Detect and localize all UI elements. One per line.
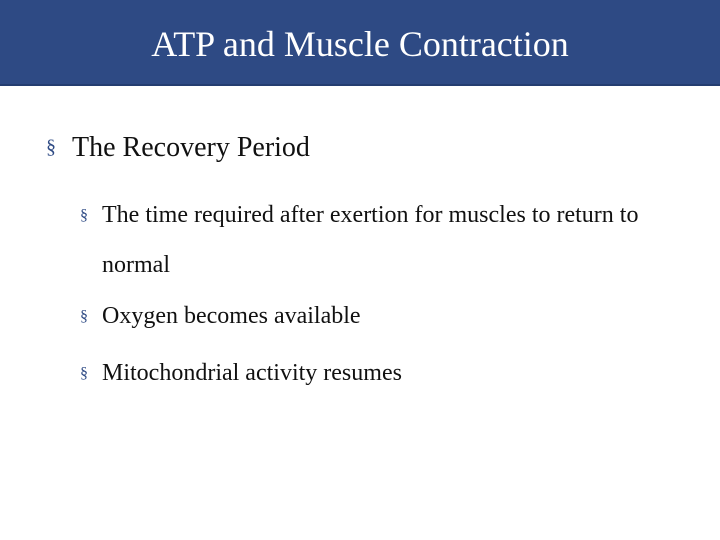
main-bullet — [46, 130, 310, 168]
sub-bullet-1-text: The time required after exertion for muscles to return to normal — [102, 202, 639, 278]
section-bullet-icon: § — [80, 308, 88, 325]
sub-bullet-1 — [80, 190, 642, 290]
section-bullet-icon: § — [46, 136, 56, 158]
section-bullet-icon: § — [80, 207, 88, 224]
sub-bullet-3 — [80, 355, 402, 394]
main-bullet-text: The Recovery Period — [72, 132, 310, 163]
sub-bullet-2 — [80, 298, 361, 337]
title-bar — [0, 0, 720, 86]
sub-bullet-3-text: Mitochondrial activity resumes — [102, 360, 402, 386]
sub-bullet-2-text: Oxygen becomes available — [102, 303, 361, 329]
slide-title: ATP and Muscle Contraction — [151, 24, 569, 64]
section-bullet-icon: § — [80, 365, 88, 382]
